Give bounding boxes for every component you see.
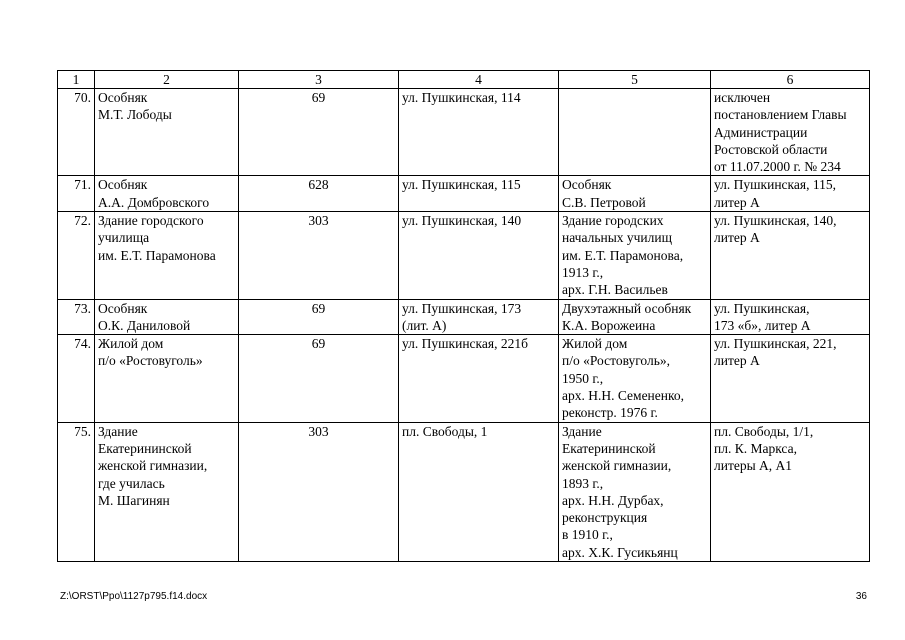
- row-number: 74.: [58, 335, 95, 422]
- column-header: 2: [95, 71, 239, 89]
- object-address: пл. Свободы, 1: [399, 422, 559, 561]
- document-code: 69: [239, 89, 399, 176]
- historic-name: [559, 89, 711, 176]
- note: ул. Пушкинская, 173 «б», литер А: [711, 299, 870, 335]
- note: ул. Пушкинская, 221, литер А: [711, 335, 870, 422]
- object-name: Жилой дом п/о «Ростовуголь»: [95, 335, 239, 422]
- column-header: 6: [711, 71, 870, 89]
- note: ул. Пушкинская, 140, литер А: [711, 212, 870, 299]
- column-header: 3: [239, 71, 399, 89]
- historic-name: Особняк С.В. Петровой: [559, 176, 711, 212]
- row-number: 75.: [58, 422, 95, 561]
- document-code: 628: [239, 176, 399, 212]
- table-row: [58, 89, 870, 176]
- column-header: 1: [58, 71, 95, 89]
- table-row: [58, 212, 870, 299]
- document-code: 303: [239, 212, 399, 299]
- note: пл. Свободы, 1/1, пл. К. Маркса, литеры А, А1: [711, 422, 870, 561]
- row-number: 70.: [58, 89, 95, 176]
- object-name: Особняк А.А. Домбровского: [95, 176, 239, 212]
- table-row: [58, 299, 870, 335]
- object-name: Здание городского училища им. Е.Т. Парамонова: [95, 212, 239, 299]
- footer-file-path: Z:\ORST\Ppo\1127p795.f14.docx: [60, 591, 208, 602]
- historic-name: Здание городских начальных училищ им. Е.Т. Парамонова, 1913 г., арх. Г.Н. Васильев: [559, 212, 711, 299]
- historic-name: Двухэтажный особняк К.А. Ворожеина: [559, 299, 711, 335]
- table-row: [58, 335, 870, 422]
- object-address: ул. Пушкинская, 140: [399, 212, 559, 299]
- document-code: 69: [239, 299, 399, 335]
- table-row: [58, 176, 870, 212]
- object-name: Здание Екатерининской женской гимназии, где училась М. Шагинян: [95, 422, 239, 561]
- table-header-row: [58, 71, 870, 89]
- historic-name: Жилой дом п/о «Ростовуголь», 1950 г., арх. Н.Н. Семененко, реконстр. 1976 г.: [559, 335, 711, 422]
- note: ул. Пушкинская, 115, литер А: [711, 176, 870, 212]
- object-name: Особняк О.К. Даниловой: [95, 299, 239, 335]
- column-header: 5: [559, 71, 711, 89]
- object-address: ул. Пушкинская, 221б: [399, 335, 559, 422]
- table-row: [58, 422, 870, 561]
- row-number: 71.: [58, 176, 95, 212]
- page-number: 36: [855, 591, 867, 602]
- row-number: 73.: [58, 299, 95, 335]
- object-address: ул. Пушкинская, 115: [399, 176, 559, 212]
- object-address: ул. Пушкинская, 173 (лит. А): [399, 299, 559, 335]
- document-code: 303: [239, 422, 399, 561]
- monuments-table: [57, 70, 870, 562]
- document-code: 69: [239, 335, 399, 422]
- historic-name: Здание Екатерининской женской гимназии, 1893 г., арх. Н.Н. Дурбах, реконструкция в 1910 г., арх. Х.К. Гусикьянц: [559, 422, 711, 561]
- row-number: 72.: [58, 212, 95, 299]
- column-header: 4: [399, 71, 559, 89]
- object-name: Особняк М.Т. Лободы: [95, 89, 239, 176]
- object-address: ул. Пушкинская, 114: [399, 89, 559, 176]
- note: исключен постановлением Главы Администрации Ростовской области от 11.07.2000 г. № 234: [711, 89, 870, 176]
